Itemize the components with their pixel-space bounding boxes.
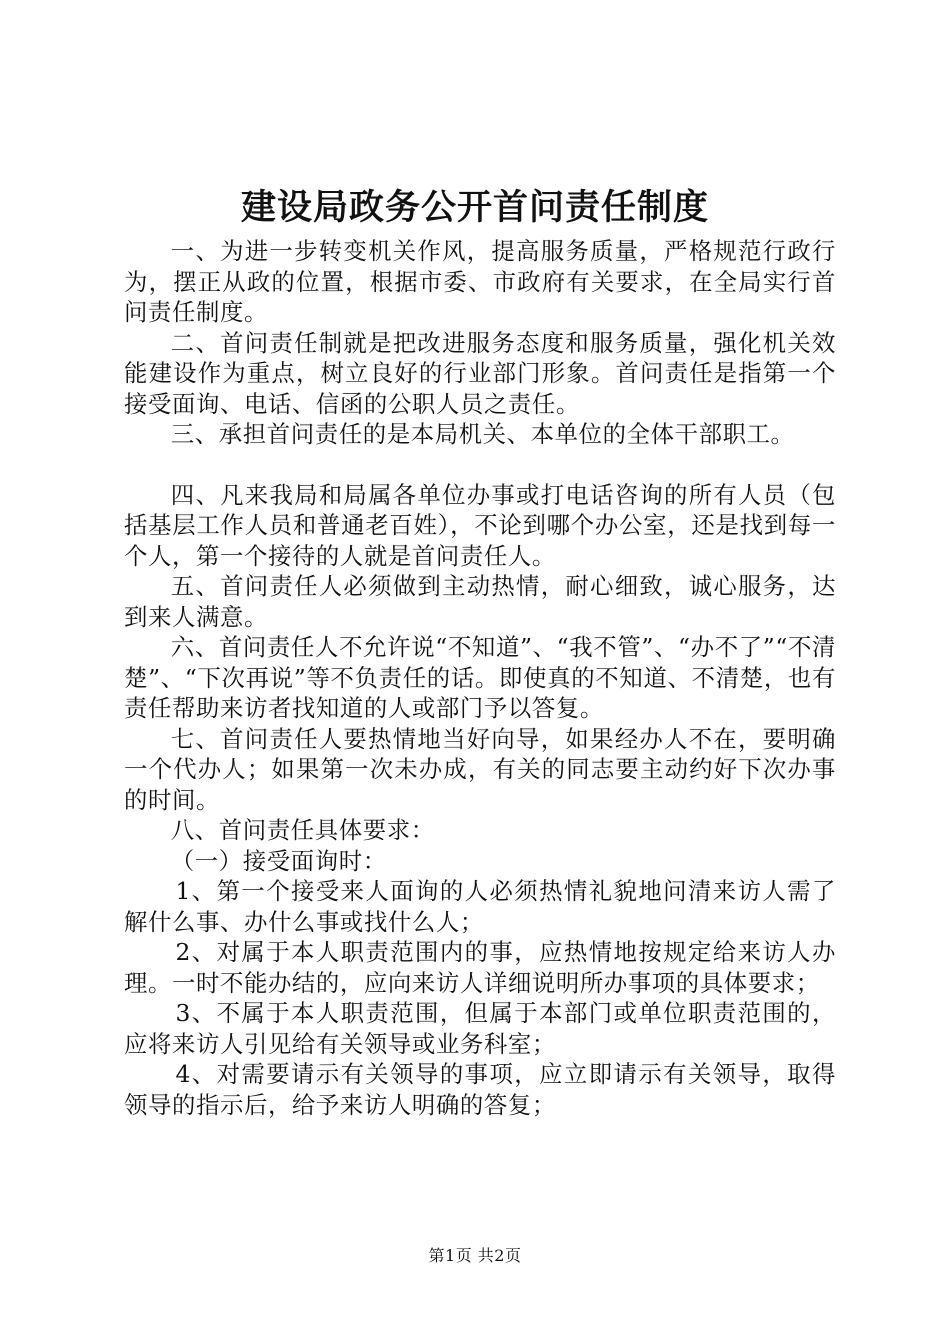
paragraph-7: 七、首问责任人要热情地当好向导，如果经办人不在，要明确一个代办人；如果第一次未办成，有关的同志要主动约好下次办事的时间。 (124, 724, 836, 814)
paragraph-4: 四、凡来我局和局属各单位办事或打电话咨询的所有人员（包括基层工作人员和普通老百姓），不论到哪个办公室，还是找到每一个人，第一个接待的人就是首问责任人。 (124, 480, 836, 570)
list-item-1: 1、第一个接受来人面询的人必须热情礼貌地问清来访人需了解什么事、办什么事或找什么人； (124, 877, 836, 936)
subsection-heading: （一）接受面询时： (170, 846, 387, 875)
list-item-3: 3、不属于本人职责范围，但属于本部门或单位职责范围的，应将来访人引见给有关领导或业务科室； (124, 999, 836, 1058)
page-footer: 第1页 共2页 (428, 1246, 522, 1265)
list-item-4: 4、对需要请示有关领导的事项，应立即请示有关领导，取得领导的指示后，给予来访人明确的答复； (124, 1060, 836, 1119)
paragraph-3: 三、承担首问责任的是本局机关、本单位的全体干部职工。 (170, 420, 795, 448)
document-body (124, 236, 836, 1120)
paragraph-1: 一、为进一步转变机关作风，提高服务质量，严格规范行政行为，摆正从政的位置，根据市委、市政府有关要求，在全局实行首问责任制度。 (124, 237, 836, 326)
paragraph-6: 六、首问责任人不允许说“不知道”、“我不管”、“办不了”“不清楚”、“下次再说”等不负责任的话。即使真的不知道、不清楚，也有责任帮助来访者找知道的人或部门予以答复。 (124, 633, 836, 722)
paragraph-5: 五、首问责任人必须做到主动热情，耐心细致，诚心服务，达到来人满意。 (124, 572, 836, 631)
paragraph-2: 二、首问责任制就是把改进服务态度和服务质量，强化机关效能建设作为重点，树立良好的行业部门形象。首问责任是指第一个接受面询、电话、信函的公职人员之责任。 (124, 328, 836, 418)
paragraph-8: 八、首问责任具体要求： (170, 816, 435, 844)
document-title: 建设局政务公开首问责任制度 (240, 187, 709, 228)
list-item-2: 2、对属于本人职责范围内的事，应热情地按规定给来访人办理。一时不能办结的，应向来访人详细说明所办事项的具体要求； (124, 938, 836, 997)
